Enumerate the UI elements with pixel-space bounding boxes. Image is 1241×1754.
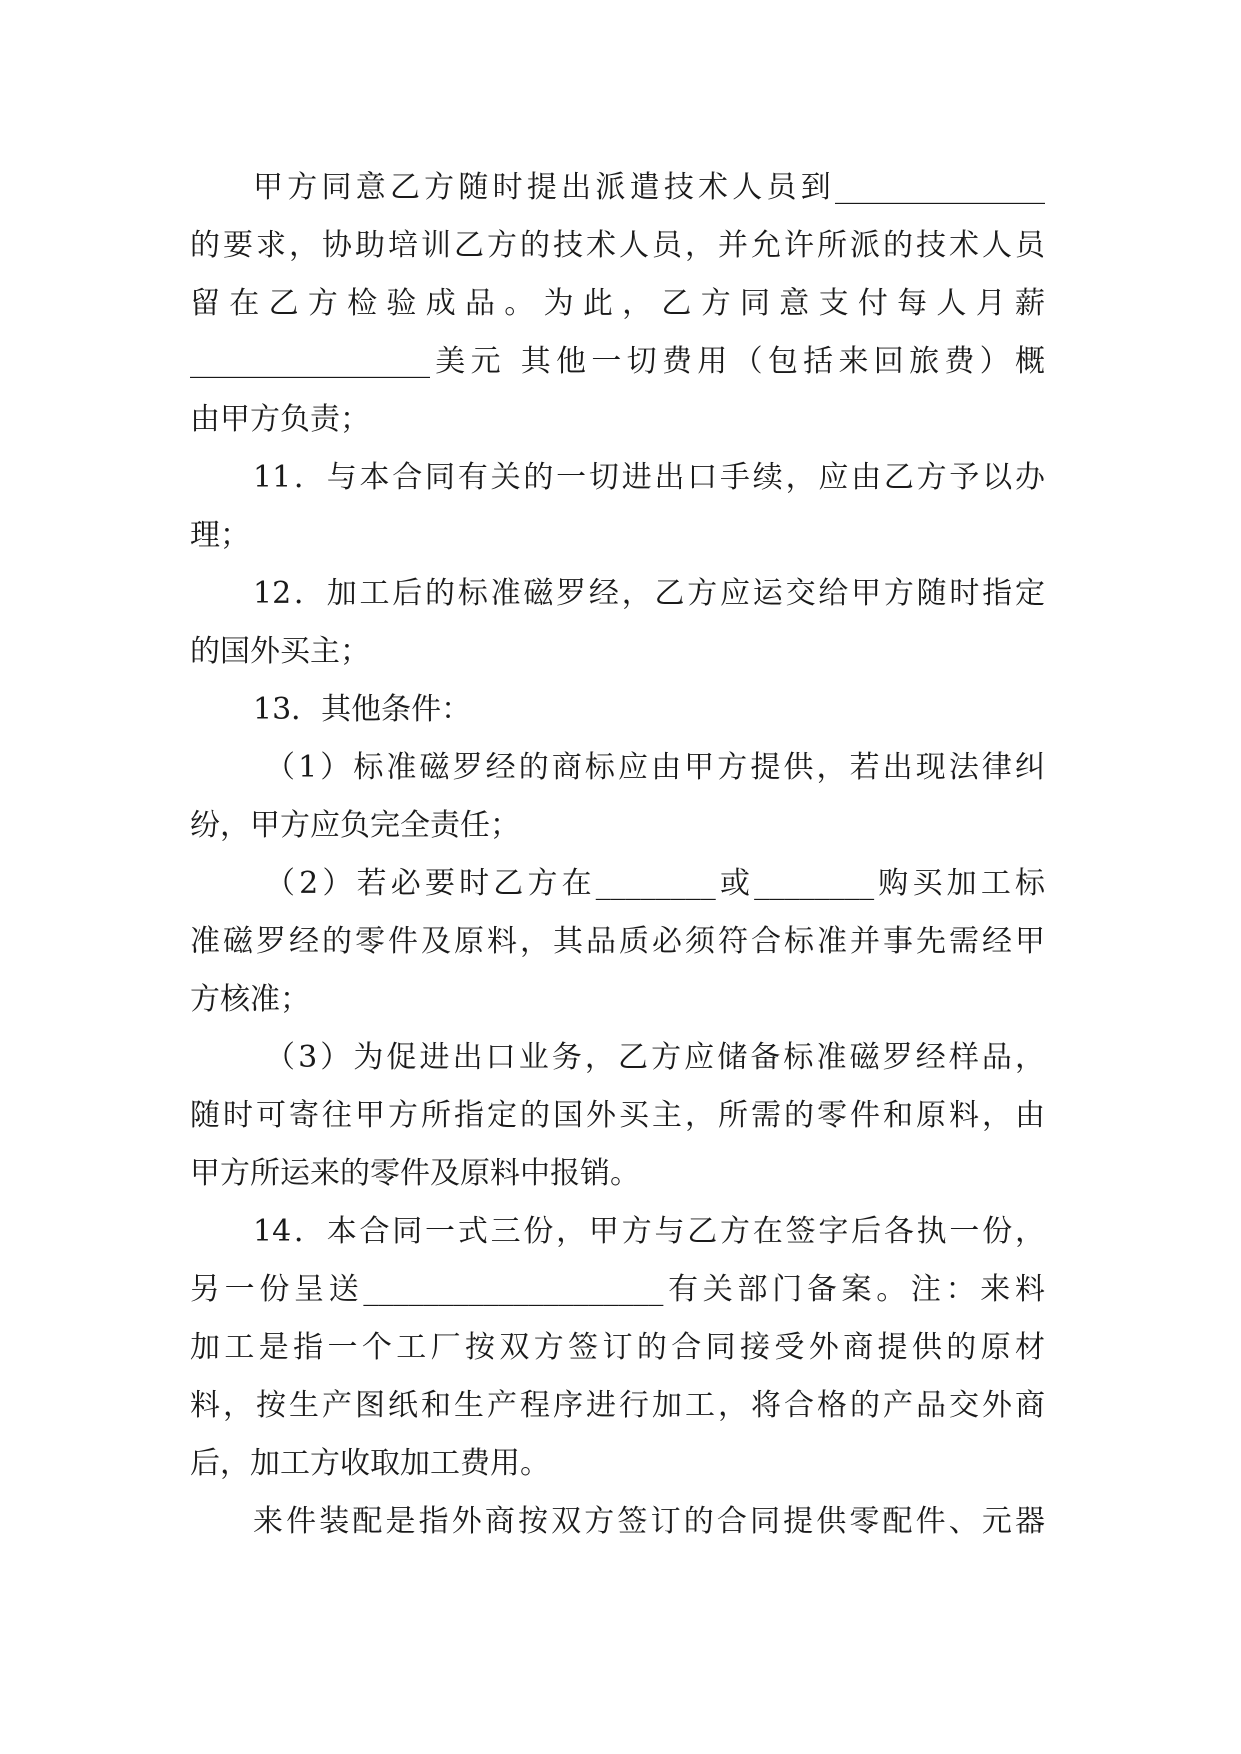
text-line: 来件装配是指外商按双方签订的合同提供零配件、元器 bbox=[253, 1504, 1045, 1539]
text-line: 由甲方负责； bbox=[190, 402, 370, 437]
text-line: 料，按生产图纸和生产程序进行加工，将合格的产品交外商 bbox=[190, 1388, 1045, 1423]
text-line: 的要求，协助培训乙方的技术人员，并允许所派的技术人员 bbox=[190, 228, 1045, 263]
text-line: 方核准； bbox=[190, 982, 310, 1017]
text-line: 加工是指一个工厂按双方签订的合同接受外商提供的原材 bbox=[190, 1330, 1045, 1365]
text-line: （3）为促进出口业务，乙方应储备标准磁罗经样品， bbox=[265, 1040, 1045, 1075]
text-line: 准磁罗经的零件及原料，其品质必须符合标准并事先需经甲 bbox=[190, 924, 1045, 959]
text-line: 14．本合同一式三份，甲方与乙方在签字后各执一份， bbox=[253, 1214, 1045, 1249]
text-line: 后，加工方收取加工费用。 bbox=[190, 1446, 550, 1481]
text-line: （2）若必要时乙方在________或________购买加工标 bbox=[265, 866, 1045, 901]
text-line: 纷，甲方应负完全责任； bbox=[190, 808, 520, 843]
text-line: ________________美元 其他一切费用（包括来回旅费）概 bbox=[190, 344, 1045, 379]
text-line: （1）标准磁罗经的商标应由甲方提供，若出现法律纠 bbox=[265, 750, 1045, 785]
text-line: 留在乙方检验成品。为此，乙方同意支付每人月薪 bbox=[190, 286, 1045, 321]
text-line: 甲方同意乙方随时提出派遣技术人员到______________ bbox=[253, 170, 1045, 205]
text-line: 甲方所运来的零件及原料中报销。 bbox=[190, 1156, 640, 1191]
text-line: 随时可寄往甲方所指定的国外买主，所需的零件和原料，由 bbox=[190, 1098, 1045, 1133]
text-line: 12．加工后的标准磁罗经，乙方应运交给甲方随时指定 bbox=[253, 576, 1045, 611]
text-line: 另一份呈送____________________有关部门备案。注：来料 bbox=[190, 1272, 1045, 1307]
text-line: 11．与本合同有关的一切进出口手续，应由乙方予以办 bbox=[253, 460, 1045, 495]
text-line: 13．其他条件： bbox=[253, 692, 472, 727]
text-line: 理； bbox=[190, 518, 250, 553]
text-line: 的国外买主； bbox=[190, 634, 370, 669]
